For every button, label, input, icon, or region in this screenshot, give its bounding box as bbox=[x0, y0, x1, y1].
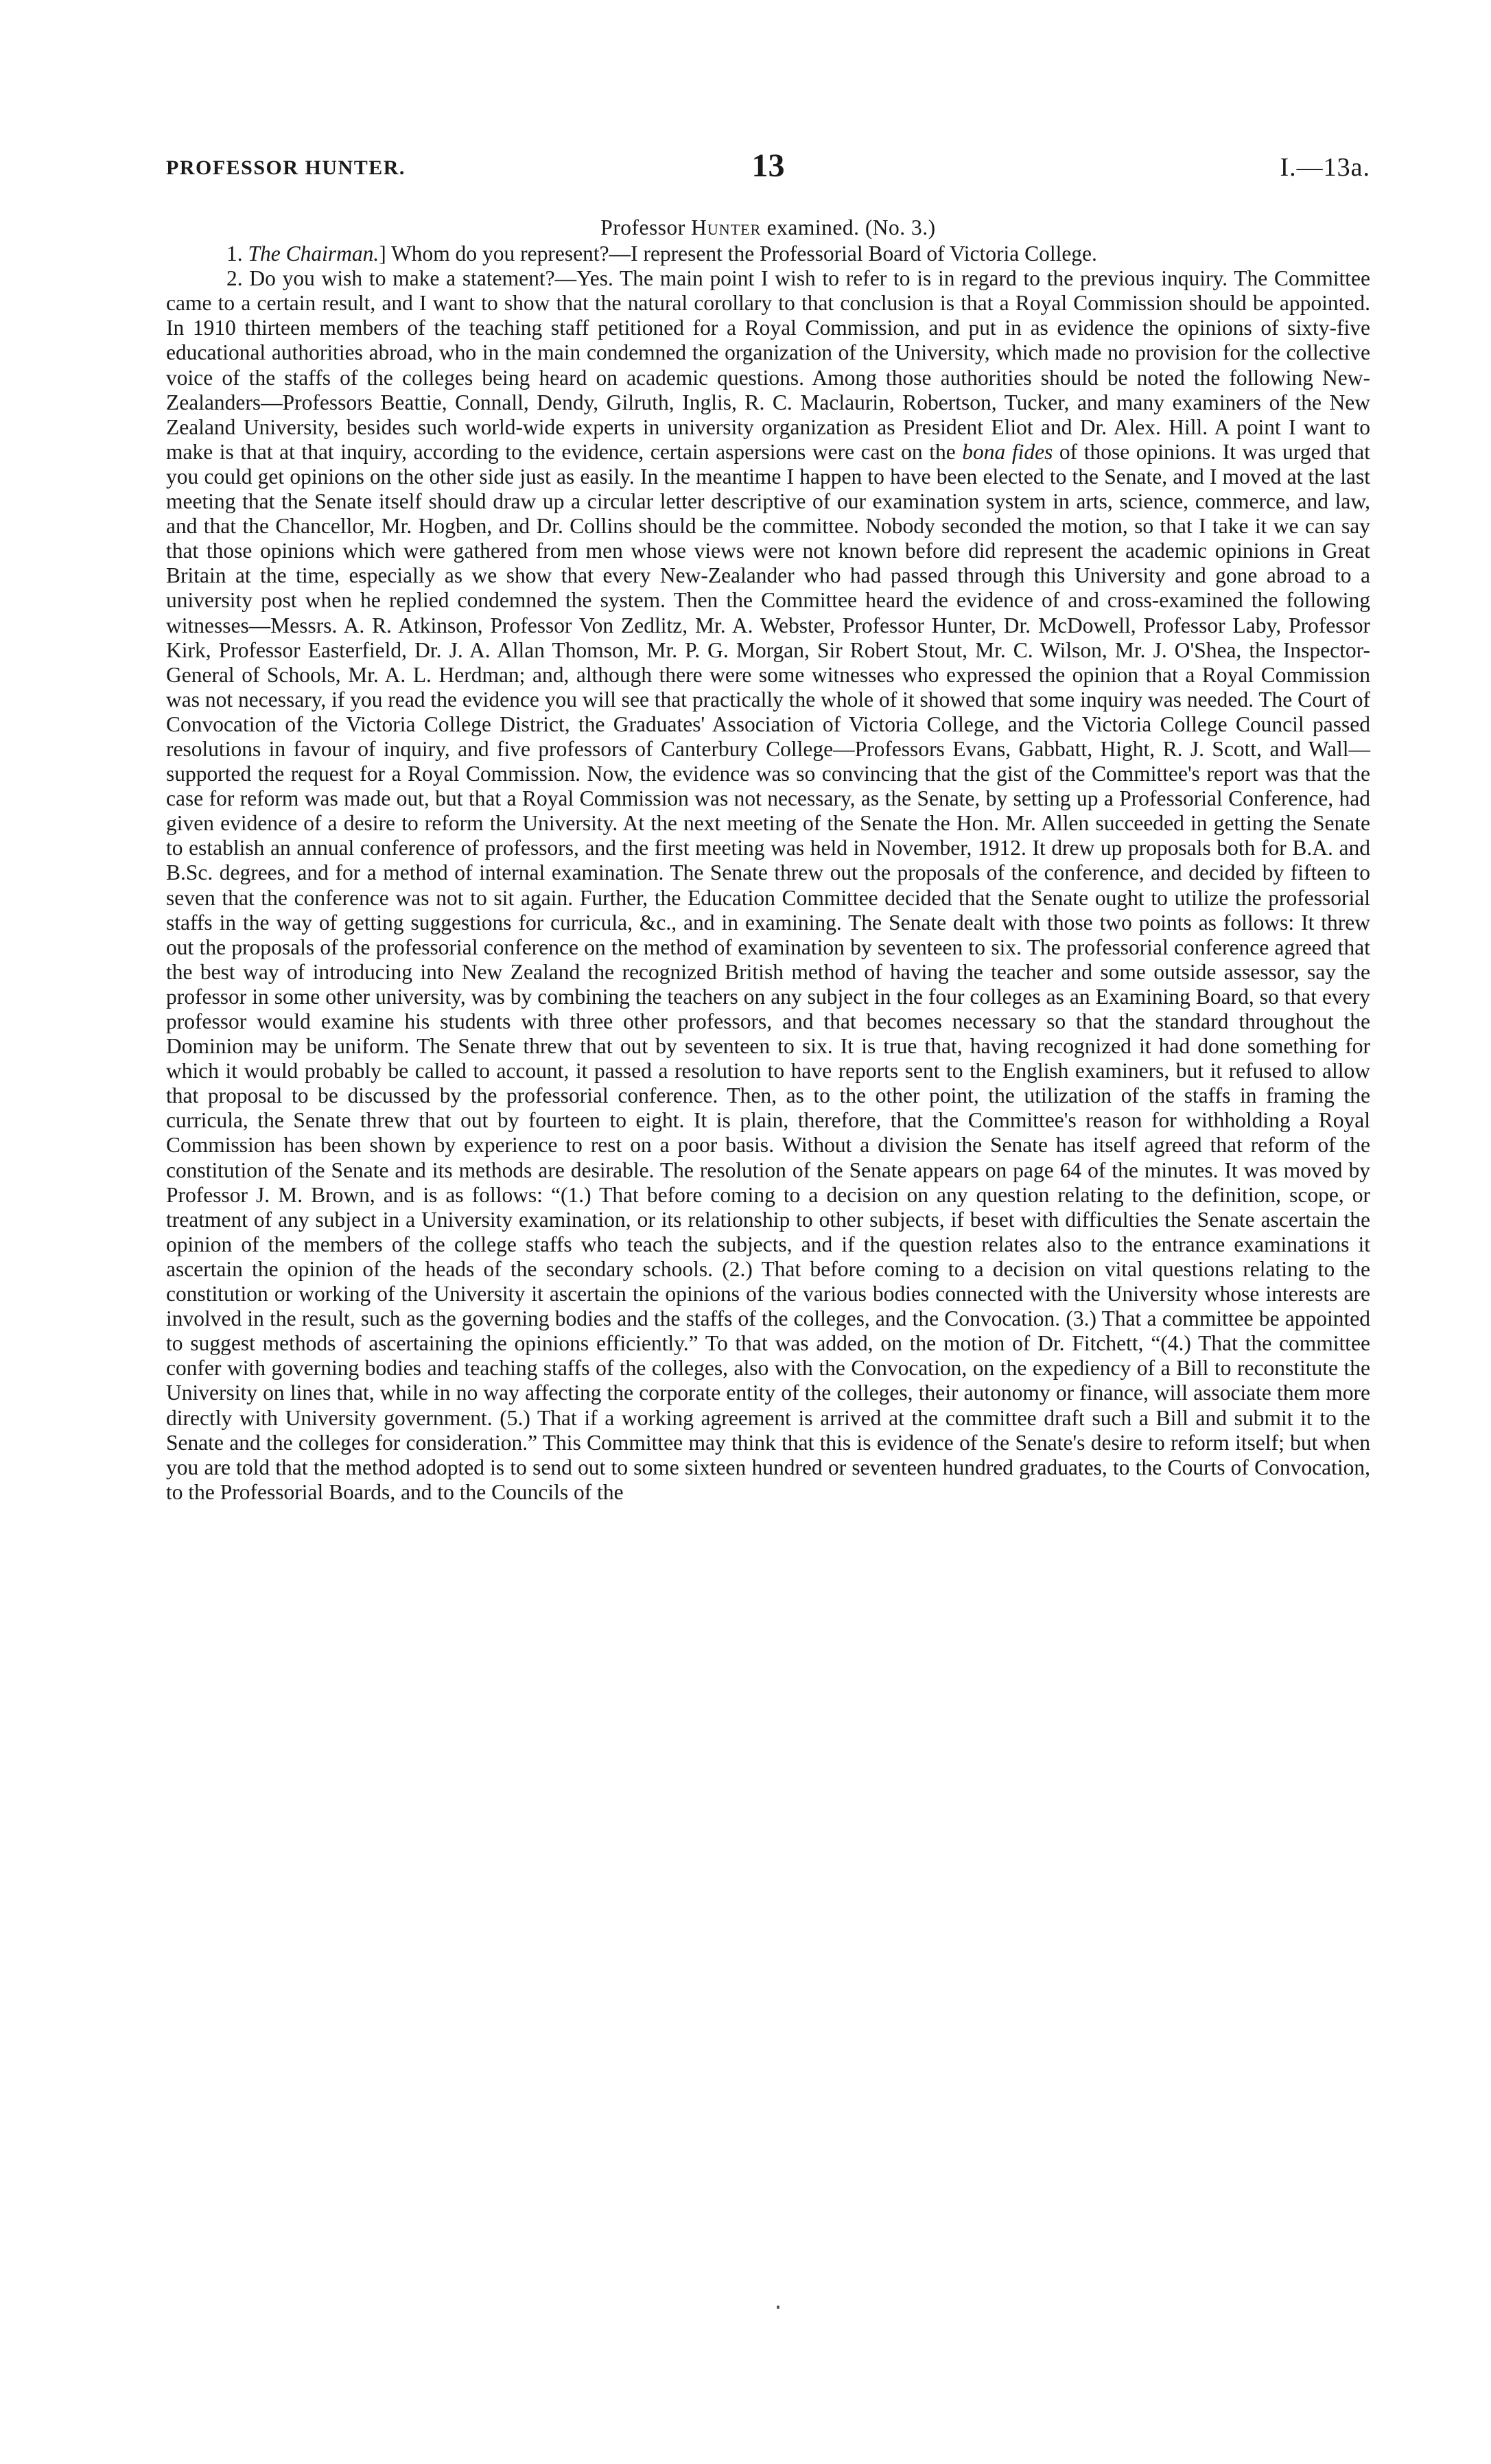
question-1 bbox=[166, 242, 1370, 266]
running-head: PROFESSOR HUNTER. bbox=[166, 156, 406, 179]
ink-speck bbox=[777, 2305, 779, 2309]
page-number: 13 bbox=[751, 148, 785, 184]
document-reference: I.—13a. bbox=[1280, 153, 1370, 182]
statement-text-part-1: Do you wish to make a statement?—Yes. The main point I wish to refer to is in regard to the previous inquiry. The Committee came to a certain result, and I want to show that the natural corollary to that conclusion is that a Royal Commission should be appointed. In 1910 thirteen members of the teaching staff petitioned for a Royal Commission, and put in as evidence the opinions of sixty-five educational authorities abroad, who in the main condemned the organization of the University, which made no provision for the collective voice of the staffs of the colleges being heard on academic questions. Among those authorities should be noted the following New-Zealanders—Professors Beattie, Connall, Dendy, Gilruth, Inglis, R. C. Maclaurin, Robertson, Tucker, and many examiners of the New Zealand University, besides such world-wide experts in university organization as President Eliot and Dr. Alex. Hill. A point I want to make is that at that inquiry, according to the evidence, certain aspersions were cast on the bbox=[166, 266, 1370, 464]
witness-heading bbox=[166, 215, 1370, 240]
speaker-name: The Chairman. bbox=[248, 242, 379, 266]
heading-suffix: examined. (No. 3.) bbox=[761, 215, 936, 239]
question-2 bbox=[166, 266, 1370, 1505]
question-number: 2. bbox=[226, 266, 243, 291]
heading-prefix: Professor bbox=[600, 215, 692, 239]
italic-term: bona fides bbox=[962, 439, 1053, 464]
page-header bbox=[166, 148, 1370, 193]
question-number: 1. bbox=[226, 242, 243, 266]
witness-name: Hunter bbox=[691, 215, 762, 239]
statement-text-part-2: of those opinions. It was urged that you could get opinions on the other side just as easily. In the meantime I happen to have been elected to the Senate, and I moved at the last meeting that the Senate itself should draw up a circular letter descriptive of our examination system in arts, science, commerce, and law, and that the Chancellor, Mr. Hogben, and Dr. Collins should be the committee. Nobody seconded the motion, so that I take it we can say that those opinions which were gathered from men whose views were not known before did represent the academic opinions in Great Britain at the time, especially as we show that every New-Zealander who had passed through this University and gone abroad to a university post when he replied condemned the system. Then the Committee heard the evidence of and cross-examined the following witnesses—Messrs. A. R. Atkinson, Professor Von Zedlitz, Mr. A. Webster, Professor Hunter, Dr. McDowell, Professor Laby, Professor Kirk, Professor Easterfield, Dr. J. A. Allan Thomson, Mr. P. G. Morgan, Sir Robert Stout, Mr. C. Wilson, Mr. J. O'Shea, the Inspector-General of Schools, Mr. A. L. Herdman; and, although there were some witnesses who expressed the opinion that a Royal Commission was not necessary, if you read the evidence you will see that practically the whole of it showed that some inquiry was needed. The Court of Convocation of the Victoria College District, the Graduates' Association of Victoria College, and the Victoria College Council passed resolutions in favour of inquiry, and five professors of Canterbury College—Professors Evans, Gabbatt, Hight, R. J. Scott, and Wall—supported the request for a Royal Commission. Now, the evidence was so convincing that the gist of the Committee's report was that the case for reform was made out, but that a Royal Commission was not necessary, as the Senate, by setting up a Professorial Conference, had given evidence of a desire to reform the University. At the next meeting of the Senate the Hon. Mr. Allen succeeded in getting the Senate to establish an annual conference of professors, and the first meeting was held in November, 1912. It drew up proposals both for B.A. and B.Sc. degrees, and for a method of internal examination. The Senate threw out the proposals of the conference, and decided by fifteen to seven that the conference was not to sit again. Further, the Education Committee decided that the Senate ought to utilize the professorial staffs in the way of getting suggestions for curricula, &c., and in examining. The Senate dealt with those two points as follows: It threw out the proposals of the professorial conference on the method of examination by seventeen to six. The professorial conference agreed that the best way of introducing into New Zealand the recognized British method of having the teacher and some outside assessor, say the professor in some other university, was by combining the teachers on any subject in the four colleges as an Examining Board, so that every professor would examine his students with three other professors, and that becomes necessary so that the standard throughout the Dominion may be uniform. The Senate threw that out by seventeen to six. It is true that, having recognized it had done something for which it would probably be called to account, it passed a resolution to have reports sent to the English examiners, but it refused to allow that proposal to be discussed by the professorial conference. Then, as to the other point, the utilization of the staffs in framing the curricula, the Senate threw that out by fourteen to eight. It is plain, therefore, that the Committee's reason for withholding a Royal Commission has been shown by experience to rest on a poor basis. Without a division the Senate has itself agreed that reform of the constitution of the Senate and its methods are desirable. The resolution of the Senate appears on page 64 of the minutes. It was moved by Professor J. M. Brown, and is as follows: “(1.) That before coming to a decision on any question relating to the definition, scope, or treatment of any subject in a University examination, or its relationship to other subjects, if beset with difficulties the Senate ascertain the opinion of the members of the college staffs who teach the subjects, and if the question relates also to the entrance examinations it ascertain the opinion of the heads of the secondary schools. (2.) That before coming to a decision on vital questions relating to the constitution or working of the University it ascertain the opinions of the various bodies connected with the University whose interests are involved in the result, such as the governing bodies and the staffs of the colleges, and the Convocation. (3.) That a committee be appointed to suggest methods of ascertaining the opinions efficiently.” To that was added, on the motion of Dr. Fitchett, “(4.) That the committee confer with governing bodies and teaching staffs of the colleges, also with the Convocation, on the expediency of a Bill to reconstitute the University on lines that, while in no way affecting the corporate entity of the colleges, their autonomy or finance, will associate them more directly with University government. (5.) That if a working agreement is arrived at the committee draft such a Bill and submit it to the Senate and the colleges for consideration.” This Committee may think that this is evidence of the Senate's desire to reform itself; but when you are told that the method adopted is to send out to some sixteen hundred or seventeen hundred graduates, to the Courts of Convocation, to the Professorial Boards, and to the Councils of the bbox=[166, 439, 1371, 1504]
question-text: ] Whom do you represent?—I represent the Professorial Board of Victoria College. bbox=[379, 242, 1097, 266]
page-body bbox=[166, 215, 1370, 1505]
